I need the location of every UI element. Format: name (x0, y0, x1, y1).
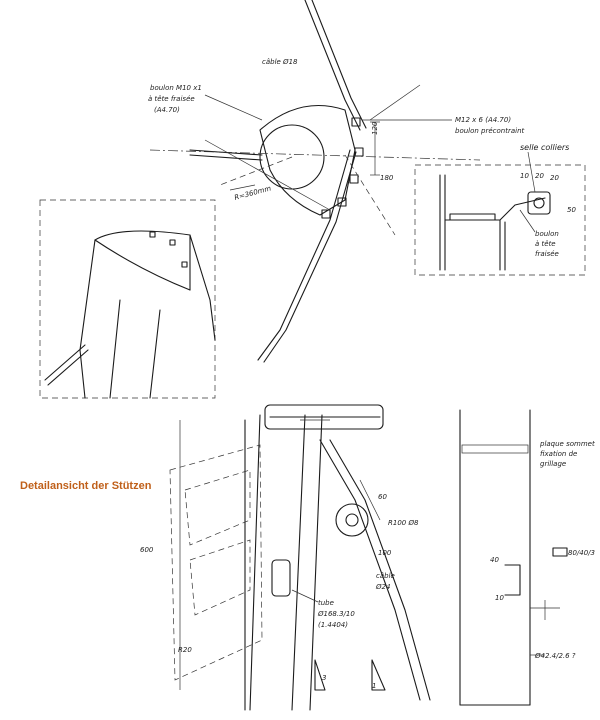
caption: Detailansicht der Stützen (20, 480, 152, 492)
label-dim-10: 10 (520, 172, 529, 180)
label-dim-40: 40 (490, 556, 499, 564)
label-plaque-3: grillage (540, 460, 567, 468)
label-r20: R20 (178, 646, 192, 654)
label-cable-bottom-1: câble (376, 572, 395, 580)
label-cable-bottom-2: Ø24 (376, 583, 391, 591)
label-boulon-a3: fraisée (535, 250, 559, 258)
label-r100: R100 Ø8 (388, 519, 419, 527)
label-boulon-a1: boulon (535, 230, 559, 238)
label-tube-1: tube (318, 599, 334, 607)
label-dim-180: 180 (380, 174, 394, 182)
label-dim-20b: 20 (550, 174, 559, 182)
label-dim-600: 600 (140, 546, 154, 554)
label-radius: R=360mm (233, 184, 272, 202)
label-bolt-m10-3: (A4.70) (154, 106, 180, 114)
label-m12: M12 x 6 (A4.70) (455, 116, 512, 124)
saddle-clamp-detail (415, 143, 585, 275)
label-selle: selle colliers (520, 143, 570, 152)
label-cable-top: câble Ø18 (262, 58, 298, 66)
label-boulon-a2: à tête (535, 240, 556, 248)
cable-saddle-detail (148, 0, 525, 362)
label-pipe: Ø42.4/2.6 ? (535, 652, 576, 660)
label-plaque-2: fixation de (540, 450, 578, 458)
label-dim-60: 60 (378, 493, 387, 501)
label-dim-50: 50 (567, 206, 576, 214)
label-plaque-1: plaque sommet (540, 440, 595, 448)
label-dim-120: 120 (371, 121, 379, 135)
perspective-detail (40, 200, 215, 398)
pipe-section (460, 410, 595, 705)
label-dim-3: 3 (322, 674, 327, 682)
label-tube-2: Ø168.3/10 (318, 610, 355, 618)
column-elevation (140, 405, 430, 710)
label-dim-100: 100 (378, 549, 392, 557)
label-dim-1: 1 (372, 682, 377, 690)
label-bolt-m10-2: à tête fraisée (148, 95, 195, 103)
label-profile-side: 80/40/3 (568, 549, 595, 557)
label-precon: boulon précontraint (455, 127, 525, 135)
label-dim-10b: 10 (495, 594, 504, 602)
label-tube-3: (1.4404) (318, 621, 348, 629)
label-dim-20: 20 (535, 172, 544, 180)
label-bolt-m10-1: boulon M10 x1 (150, 84, 202, 92)
